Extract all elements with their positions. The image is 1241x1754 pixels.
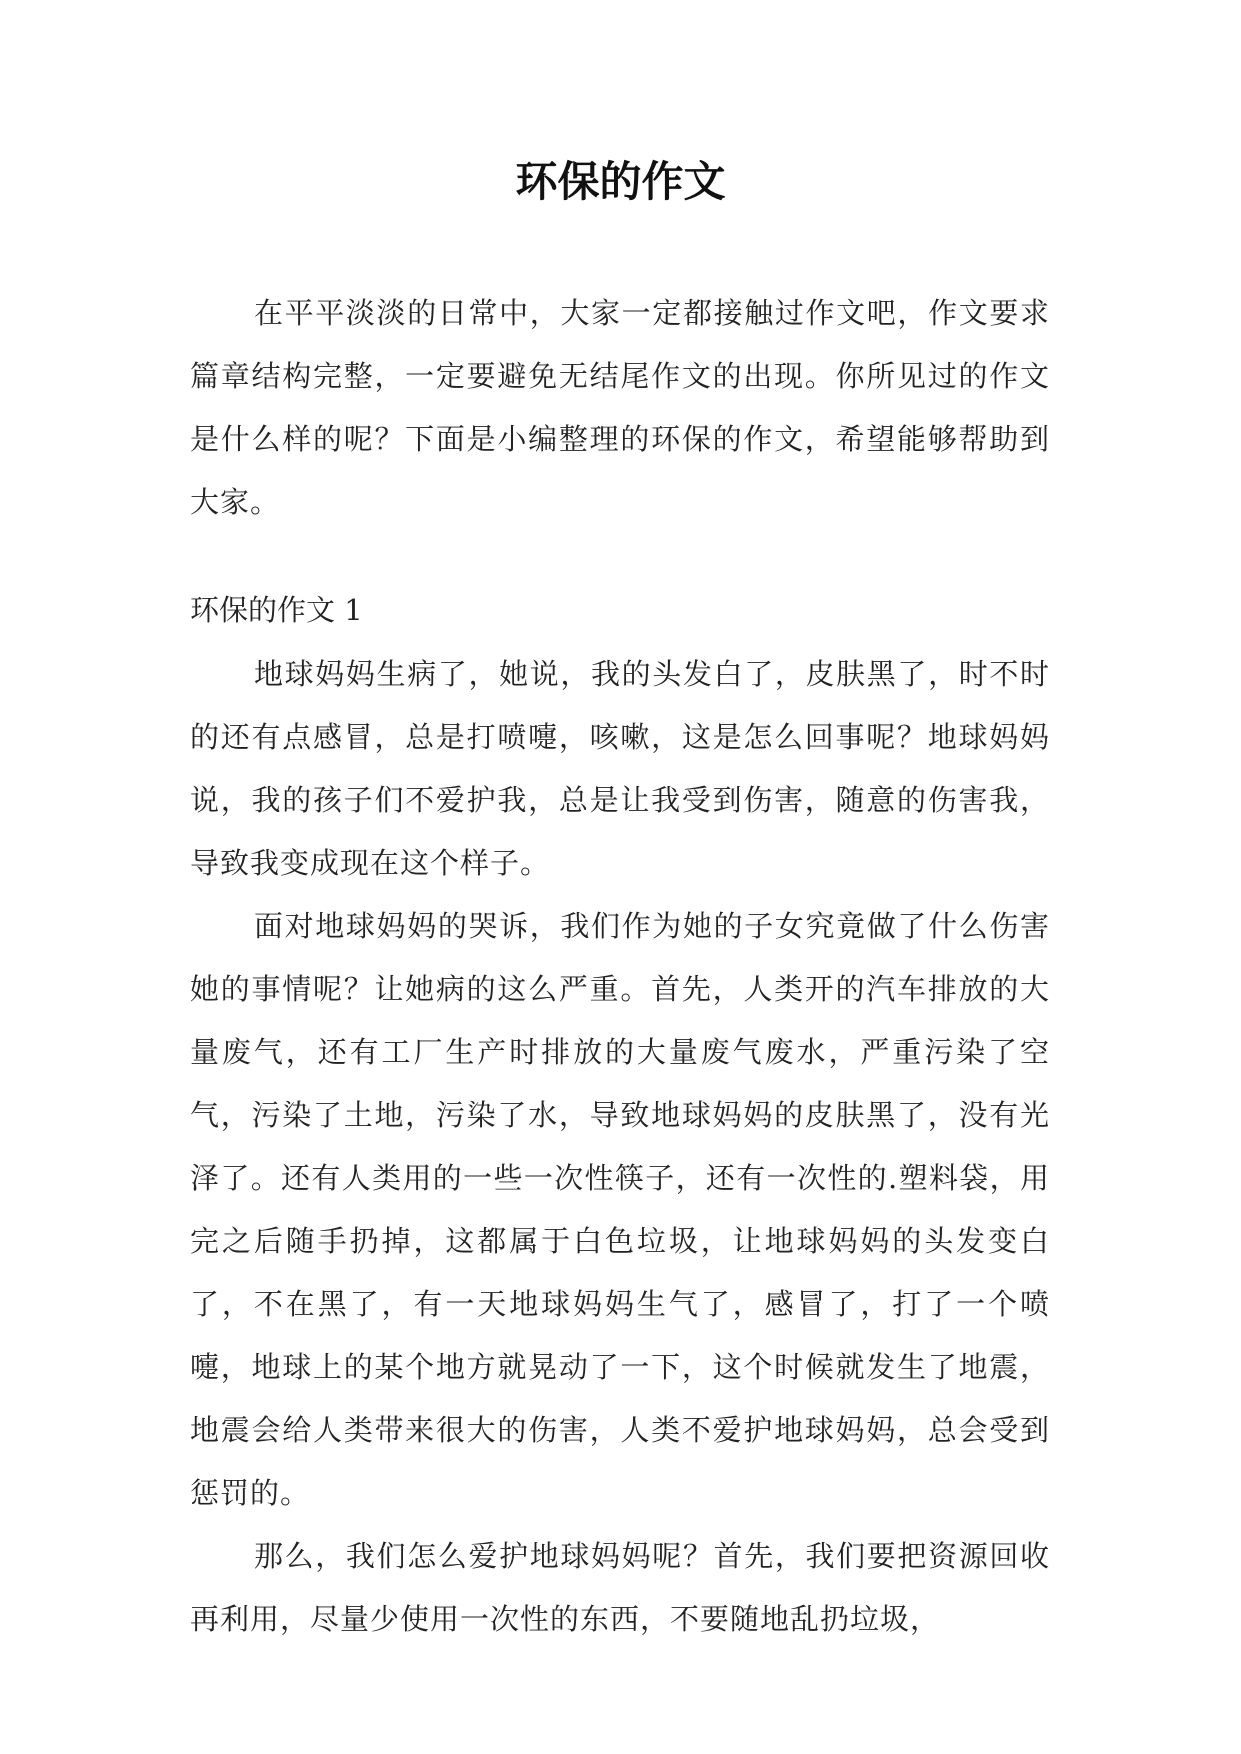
essay-paragraph: 地球妈妈生病了，她说，我的头发白了，皮肤黑了，时不时的还有点感冒，总是打喷嚏，咳嗽，这是怎么回事呢？地球妈妈说，我的孩子们不爱护我，总是让我受到伤害，随意的伤害我，导致我变成现在这个样子。	[190, 657, 1050, 880]
document-title: 环保的作文	[515, 157, 726, 206]
intro-paragraph: 在平平淡淡的日常中，大家一定都接触过作文吧，作文要求篇章结构完整，一定要避免无结尾作文的出现。你所见过的作文是什么样的呢？下面是小编整理的环保的作文，希望能够帮助到大家。	[190, 296, 1050, 519]
section-heading: 环保的作文 1	[190, 593, 363, 627]
essay-paragraph: 那么，我们怎么爱护地球妈妈呢？首先，我们要把资源回收再利用，尽量少使用一次性的东西，不要随地乱扔垃圾，	[190, 1539, 1050, 1636]
essay-paragraph: 面对地球妈妈的哭诉，我们作为她的子女究竟做了什么伤害她的事情呢？让她病的这么严重。首先，人类开的汽车排放的大量废气，还有工厂生产时排放的大量废气废水，严重污染了空气，污染了土地，污染了水，导致地球妈妈的皮肤黑了，没有光泽了。还有人类用的一些一次性筷子，还有一次性的.塑料袋，用完之后随手扔掉，这都属于白色垃圾，让地球妈妈的头发变白了，不在黑了，有一天地球妈妈生气了，感冒了，打了一个喷嚏，地球上的某个地方就晃动了一下，这个时候就发生了地震，地震会给人类带来很大的伤害，人类不爱护地球妈妈，总会受到惩罚的。	[190, 909, 1050, 1510]
essay-body	[190, 643, 1050, 1651]
